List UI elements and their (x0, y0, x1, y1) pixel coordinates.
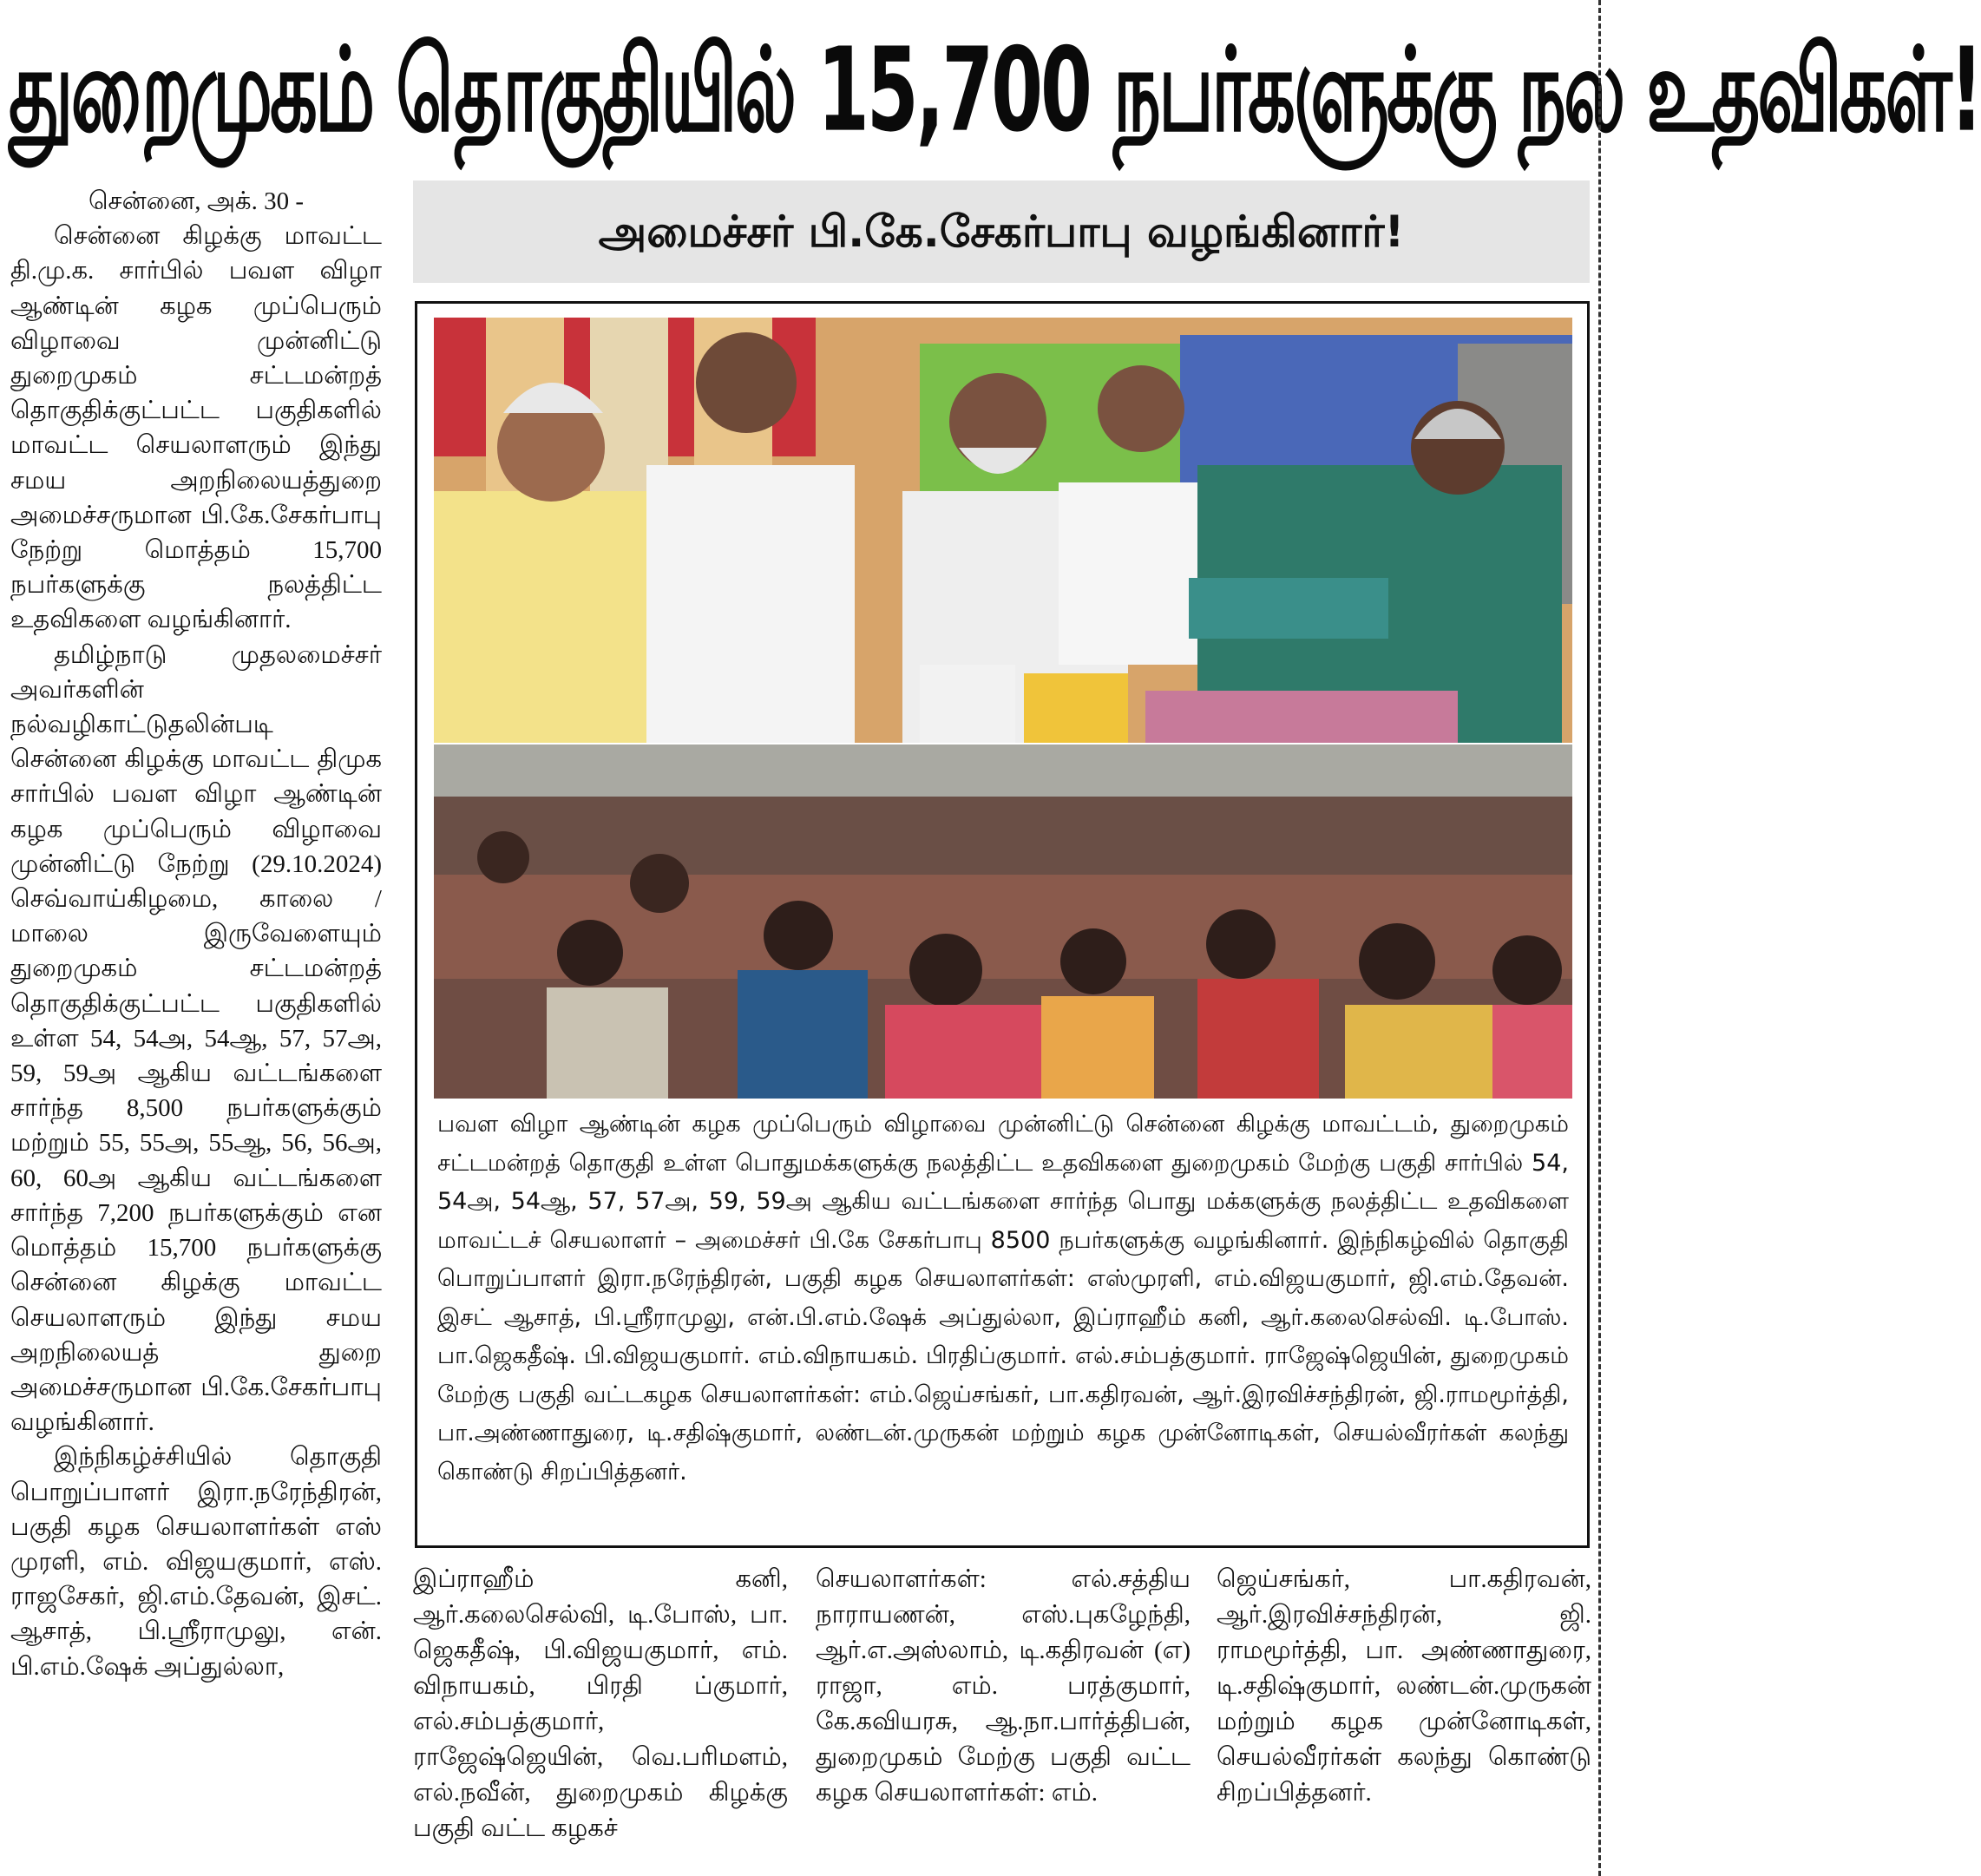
dateline: சென்னை, அக். 30 - (88, 187, 304, 215)
article-column-4 (1217, 1562, 1591, 1874)
photo-distribution (434, 318, 1572, 743)
article-column-3 (816, 1562, 1191, 1874)
headline: துறைமுகம் தொகுதியில் 15,700 நபர்களுக்கு நல உதவிகள்! (9, 23, 1981, 159)
article-column-2 (413, 1562, 788, 1874)
article-column-4-text: ஜெய்சங்கர், பா.கதிரவன், ஆர்.இரவிச்சந்திரன், ஜி. ராமமூர்த்தி, பா. அண்ணாதுரை, டி.சதிஷ்குமார், லண்டன்.முருகன் மற்றும் கழக முன்னோடிகள், செயல்வீரர்கள் கலந்து கொண்டு சிறப்பித்தனர். (1217, 1565, 1591, 1807)
article-paragraph-3: இந்நிகழ்ச்சியில் தொகுதி பொறுப்பாளர் இரா.நரேந்திரன், பகுதி கழக செயலாளர்கள் எஸ் முரளி, எம். விஜயகுமார், எஸ். ராஜசேகர், ஜி.எம்.தேவன், இசட். ஆசாத், பி.ஸ்ரீராமுலு, என். பி.எம்.ஷேக் அப்துல்லா, (10, 1443, 382, 1681)
article-paragraph-1: சென்னை கிழக்கு மாவட்ட தி.மு.க. சார்பில் பவள விழா ஆண்டின் கழக முப்பெரும் விழாவை முன்னிட்டு துறைமுகம் சட்டமன்றத் தொகுதிக்குட்பட்ட பகுதிகளில் மாவட்ட செயலாளரும் இந்து சமய அறநிலையத்துறை அமைச்சருமான பி.கே.சேகர்பாபு நேற்று மொத்தம் 15,700 நபர்களுக்கு நலத்திட்ட உதவிகளை வழங்கினார். (10, 222, 382, 634)
article-paragraph-2: தமிழ்நாடு முதலமைச்சர் அவர்களின் நல்வழிகாட்டுதலின்படி சென்னை கிழக்கு மாவட்ட திமுக சார்பில் பவள விழா ஆண்டின் கழக முப்பெரும் விழாவை முன்னிட்டு நேற்று (29.10.2024) செவ்வாய்கிழமை, காலை / மாலை இருவேளையும் துறைமுகம் சட்டமன்றத் தொகுதிக்குட்பட்ட பகுதிகளில் உள்ள 54, 54அ, 54ஆ, 57, 57அ, 59, 59அ ஆகிய வட்டங்களை சார்ந்த 8,500 நபர்களுக்கும் மற்றும் 55, 55அ, 55ஆ, 56, 56அ, 60, 60அ ஆகிய வட்டங்களை சார்ந்த 7,200 நபர்களுக்கும் என மொத்தம் 15,700 நபர்களுக்கு சென்னை கிழக்கு மாவட்ட செயலாளரும் இந்து சமய அறநிலையத் துறை அமைச்சருமான பி.கே.சேகர்பாபு வழங்கினார். (10, 640, 382, 1437)
photo-crowd (434, 744, 1572, 1099)
photo-caption: பவள விழா ஆண்டின் கழக முப்பெரும் விழாவை முன்னிட்டு சென்னை கிழக்கு மாவட்டம், துறைமுகம் சட்டமன்றத் தொகுதி உள்ள பொதுமக்களுக்கு நலத்திட்ட உதவிகளை துறைமுகம் மேற்கு பகுதி சார்பில் 54, 54அ, 54ஆ, 57, 57அ, 59, 59அ ஆகிய வட்டங்களை சார்ந்த பொது மக்களுக்கு நலத்திட்ட உதவிகளை மாவட்டச் செயலாளர் – அமைச்சர் பி.கே சேகர்பாபு 8500 நபர்களுக்கு வழங்கினார். இந்நிகழ்வில் தொகுதி பொறுப்பாளர் இரா.நரேந்திரன், பகுதி கழக செயலாளர்கள்: எஸ்முரளி, எம்.விஜயகுமார், ஜி.எம்.தேவன். இசட் ஆசாத், பி.ஸ்ரீராமுலு, என்.பி.எம்.ஷேக் அப்துல்லா, இப்ராஹீம் கனி, ஆர்.கலைசெல்வி. டி.போஸ். பா.ஜெகதீஷ். பி.விஜயகுமார். எம்.விநாயகம். பிரதிப்குமார். எல்.சம்பத்குமார். ராஜேஷ்ஜெயின், துறைமுகம் மேற்கு பகுதி வட்டகழக செயலாளர்கள்: எம்.ஜெய்சங்கர், பா.கதிரவன், ஆர்.இரவிச்சந்திரன், ஜி.ராமமூர்த்தி, பா.அண்ணாதுரை, டி.சதிஷ்குமார், லண்டன்.முருகன் மற்றும் கழக முன்னோடிகள், செயல்வீரர்கள் கலந்து கொண்டு சிறப்பித்தனர். (437, 1111, 1569, 1486)
subheadline: அமைச்சர் பி.கே.சேகர்பாபு வழங்கினார்! (413, 180, 1590, 283)
page-border (1598, 0, 1601, 1876)
article-column-3-text: செயலாளர்கள்: எல்.சத்திய நாராயணன், எஸ்.புகழேந்தி, ஆர்.எ.அஸ்லாம், டி.கதிரவன் (எ) ராஜா, எம். பரத்குமார், கே.கவியரசு, ஆ.நா.பார்த்திபன், துறைமுகம் மேற்கு பகுதி வட்ட கழக செயலாளர்கள்: எம். (816, 1565, 1191, 1807)
article-left-column (10, 184, 382, 1872)
article-column-2-text: இப்ராஹீம் கனி, ஆர்.கலைசெல்வி, டி.போஸ், பா. ஜெகதீஷ், பி.விஜயகுமார், எம். விநாயகம், பிரதி ப்குமார், எல்.சம்பத்குமார், ராஜேஷ்ஜெயின், வெ.பரிமளம், எல்.நவீன், துறைமுகம் கிழக்கு பகுதி வட்ட கழகச் (413, 1565, 788, 1842)
